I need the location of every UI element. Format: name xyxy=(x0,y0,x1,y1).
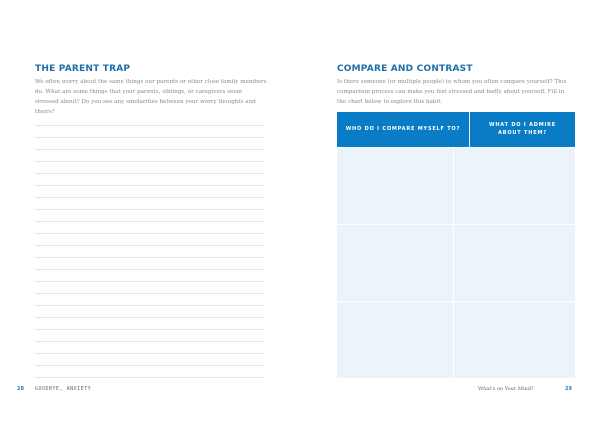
writing-lines[interactable] xyxy=(35,125,264,389)
right-page xyxy=(300,0,600,442)
header-what-do-i-admire: WHAT DO I ADMIRE ABOUT THEM? xyxy=(489,122,556,136)
header-who-do-i-compare: WHO DO I COMPARE MYSELF TO? xyxy=(337,112,470,147)
chart-cell-who[interactable] xyxy=(337,148,454,224)
writing-line[interactable] xyxy=(35,233,264,234)
writing-line[interactable] xyxy=(35,305,264,306)
chart-cell-admire[interactable] xyxy=(454,302,575,378)
writing-line[interactable] xyxy=(35,137,264,138)
chart-cell-who[interactable] xyxy=(337,302,454,378)
writing-line[interactable] xyxy=(35,365,264,366)
writing-line[interactable] xyxy=(35,125,264,126)
writing-line[interactable] xyxy=(35,293,264,294)
chart-row xyxy=(337,147,575,224)
writing-line[interactable] xyxy=(35,377,264,378)
writing-line[interactable] xyxy=(35,161,264,162)
writing-line[interactable] xyxy=(35,209,264,210)
writing-line[interactable] xyxy=(35,197,264,198)
chart-cell-who[interactable] xyxy=(337,225,454,301)
chart-cell-admire[interactable] xyxy=(454,148,575,224)
writing-line[interactable] xyxy=(35,281,264,282)
writing-line[interactable] xyxy=(35,245,264,246)
section-title-parent-trap: THE PARENT TRAP xyxy=(35,64,131,74)
writing-line[interactable] xyxy=(35,257,264,258)
chart-row xyxy=(337,224,575,301)
chart-cell-admire[interactable] xyxy=(454,225,575,301)
section-title-compare-contrast: COMPARE AND CONTRAST xyxy=(337,64,473,74)
page-number-right: 29 xyxy=(565,386,572,392)
chart-row xyxy=(337,301,575,378)
running-head-left: GOODBYE, ANXIETY xyxy=(35,386,92,392)
writing-line[interactable] xyxy=(35,185,264,186)
writing-line[interactable] xyxy=(35,353,264,354)
chart-header-row xyxy=(337,112,575,147)
writing-line[interactable] xyxy=(35,269,264,270)
parent-trap-prompt: We often worry about the same things our parents or other close family members do. What are some things that your parents, siblings, or caregivers seem stressed about? Do you see any similarities between your worry thoughts and theirs? xyxy=(35,79,267,115)
writing-line[interactable] xyxy=(35,173,264,174)
page-number-left: 28 xyxy=(17,386,24,392)
compare-contrast-prompt: Is there someone (or multiple people) to whom you often compare yourself? This comparison process can make you feel stressed and badly about yourself. Fill in the chart below to explore this habit. xyxy=(337,79,567,105)
writing-line[interactable] xyxy=(35,149,264,150)
writing-line[interactable] xyxy=(35,317,264,318)
compare-chart xyxy=(337,112,575,377)
writing-line[interactable] xyxy=(35,329,264,330)
writing-line[interactable] xyxy=(35,221,264,222)
writing-line[interactable] xyxy=(35,341,264,342)
running-head-right: What's on Your Mind? xyxy=(478,386,534,392)
